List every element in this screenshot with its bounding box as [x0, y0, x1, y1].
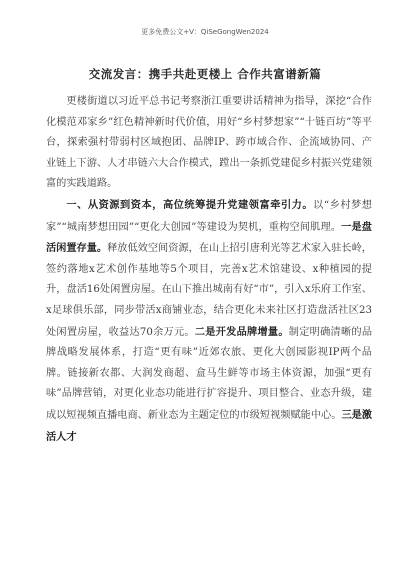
page-header: 更多免费公文+V：QiSeGongWen2024: [141, 28, 269, 36]
section-1-text: 以“乡村梦想家”“城南梦想田园”“更化大创园”等建设为契机，重构空间肌理。: [46, 199, 372, 233]
section-1-paragraph: [46, 195, 372, 448]
section-1-point-1-text: 释放低效空间资源，在山上招引唐利光等艺术家入驻长岭，签约落地x艺术创作基地等5个项目，完善x艺术馆建设、x种植园的提升，盘活16处闲置房屋。在山下推出城南有好“市”，引入x乐府工作室、x足球俱乐部，同步带活x商铺业态，结合更化未来社区打造盘活社区23处闲置房屋，收益达70余万元。: [46, 243, 372, 338]
section-1-heading: 一、从资源到资本，高位统筹提升党建领富牵引力。: [66, 198, 314, 211]
section-1-point-1-heading: 一是盘活闲置存量。: [46, 220, 372, 255]
section-1-point-2-text: 制定明确清晰的品牌战略发展体系，打造“更有味”近郊农旅、更化大创园影视IP两个品牌。链接新农都、大润发商超、盒马生鲜等市场主体资源，加强“更有味”品牌营销，对更化业态功能进行扩容提升、项目整合、业态升级，建成以短视频直播电商、新业态为主题定位的市级短视频赋能中心。: [46, 326, 373, 421]
section-1-point-2-heading: 二是开发品牌增量。: [194, 325, 289, 338]
section-1-point-3-heading: 三是激活人才: [46, 408, 372, 443]
document-title: 交流发言：携手共赴更楼上 合作共富谱新篇: [88, 67, 322, 81]
intro-paragraph: 更楼街道以习近平总书记考察浙江重要讲话精神为指导，深挖“合作化模范邓家乡”红色精神新时代价值，用好“乡村梦想家”“十链百坊”等平台，探索强村带弱村区域抱团、品牌IP、跨市域合作、企流域协同、产业链上下游、人才串链六大合作模式，蹚出一条抓党建促乡村振兴党建领富的实践道路。: [46, 96, 372, 190]
document-body: [46, 92, 372, 448]
